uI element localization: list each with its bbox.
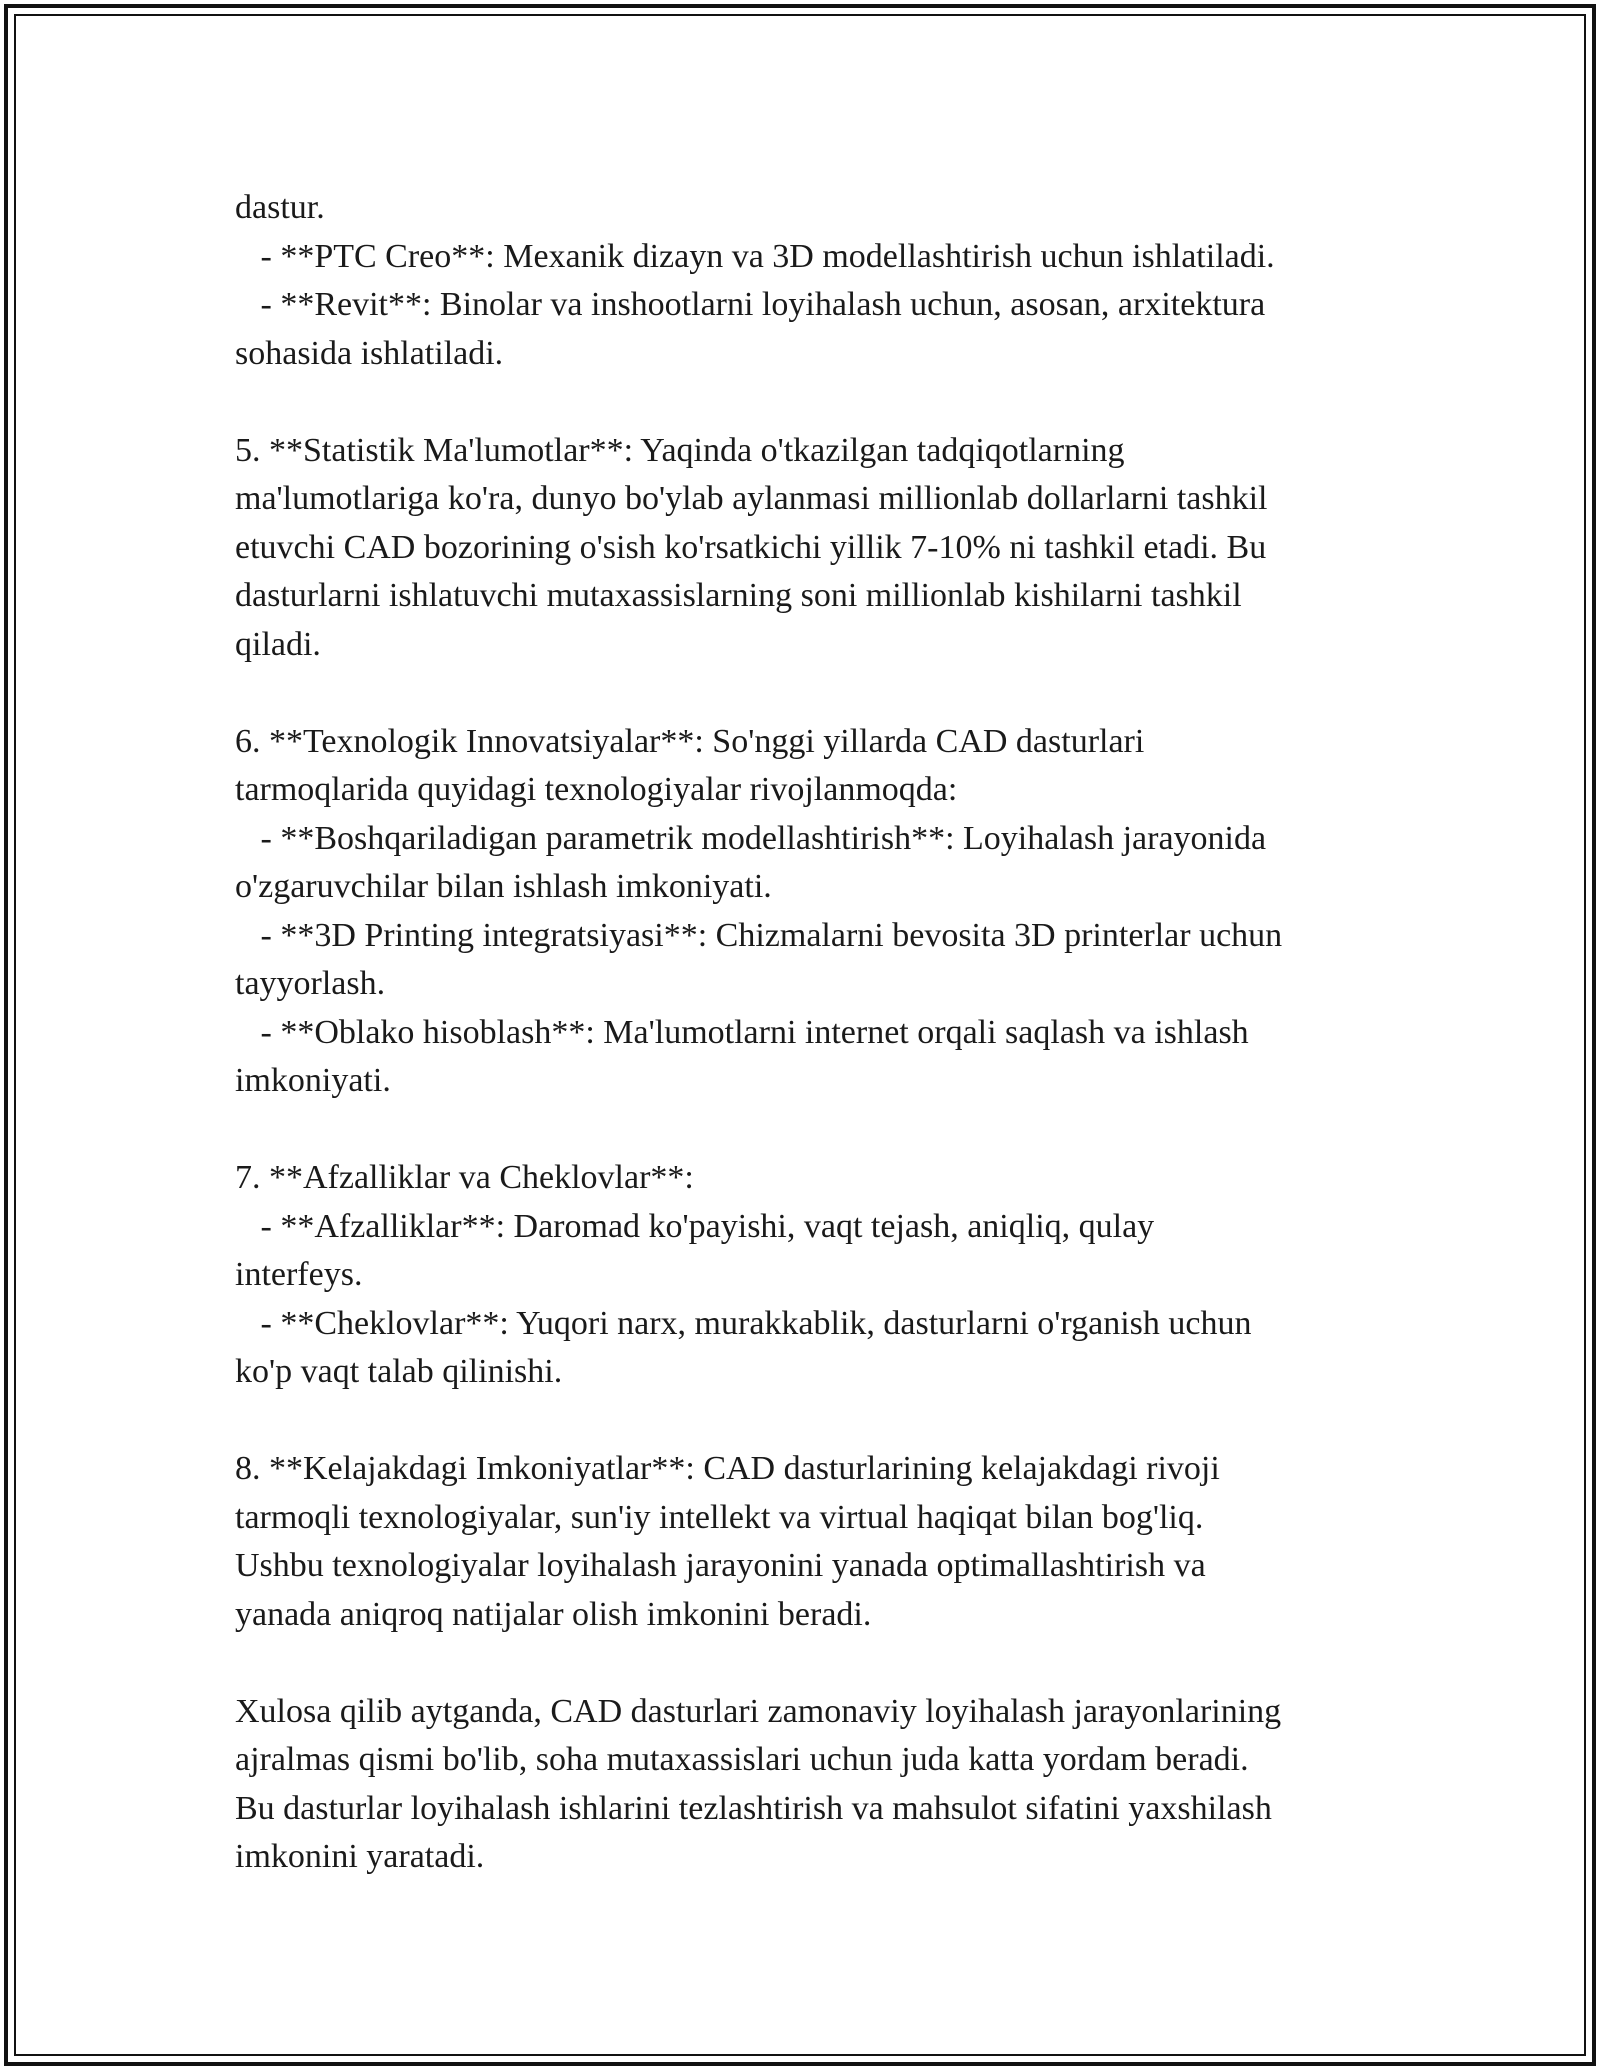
text-line: 6. **Texnologik Innovatsiyalar**: So'nggi yillarda CAD dasturlari	[235, 722, 1145, 760]
text-line: - **3D Printing integratsiyasi**: Chizmalarni bevosita 3D printerlar uchun	[235, 916, 1283, 954]
text-line: qiladi.	[235, 625, 321, 663]
text-line: sohasida ishlatiladi.	[235, 334, 504, 372]
text-line: - **Oblako hisoblash**: Ma'lumotlarni internet orqali saqlash va ishlash	[235, 1013, 1249, 1051]
text-line: ma'lumotlariga ko'ra, dunyo bo'ylab aylanmasi millionlab dollarlarni tashkil	[235, 480, 1268, 517]
text-line: Xulosa qilib aytganda, CAD dasturlari zamonaviy loyihalash jarayonlarining	[235, 1692, 1282, 1730]
text-line: tarmoqli texnologiyalar, sun'iy intellekt va virtual haqiqat bilan bog'liq.	[235, 1498, 1204, 1536]
text-line: Ushbu texnologiyalar loyihalash jarayonini yanada optimallashtirish va	[235, 1547, 1206, 1584]
document-body	[235, 184, 1385, 1882]
text-line: dasturlarni ishlatuvchi mutaxassislarning soni millionlab kishilarni tashkil	[235, 577, 1242, 614]
text-line: - **Boshqariladigan parametrik modellashtirish**: Loyihalash jarayonida	[235, 819, 1267, 857]
paragraph-gap	[235, 378, 1385, 427]
text-line: o'zgaruvchilar bilan ishlash imkoniyati.	[235, 868, 772, 905]
paragraph-gap	[235, 1639, 1385, 1688]
text-line: - **Afzalliklar**: Daromad ko'payishi, vaqt tejash, aniqliq, qulay	[235, 1207, 1155, 1245]
text-line: tayyorlash.	[235, 965, 386, 1002]
text-line: - **Revit**: Binolar va inshootlarni loyihalash uchun, asosan, arxitektura	[235, 286, 1266, 323]
text-line: 5. **Statistik Ma'lumotlar**: Yaqinda o'tkazilgan tadqiqotlarning	[235, 431, 1125, 469]
text-line: 7. **Afzalliklar va Cheklovlar**:	[235, 1159, 694, 1196]
paragraph-gap	[235, 1106, 1385, 1155]
text-line: - **PTC Creo**: Mexanik dizayn va 3D modellashtirish uchun ishlatiladi.	[235, 237, 1275, 275]
paragraph-gap	[235, 1397, 1385, 1446]
text-line: 8. **Kelajakdagi Imkoniyatlar**: CAD dasturlarining kelajakdagi rivoji	[235, 1450, 1220, 1487]
text-line: ko'p vaqt talab qilinishi.	[235, 1353, 563, 1390]
text-line: yanada aniqroq natijalar olish imkonini beradi.	[235, 1595, 872, 1633]
text-line: imkonini yaratadi.	[235, 1838, 485, 1875]
text-line: dastur.	[235, 189, 325, 226]
text-line: Bu dasturlar loyihalash ishlarini tezlashtirish va mahsulot sifatini yaxshilash	[235, 1789, 1272, 1827]
paragraph-gap	[235, 669, 1385, 718]
text-line: interfeys.	[235, 1256, 363, 1293]
text-line: - **Cheklovlar**: Yuqori narx, murakkablik, dasturlarni o'rganish uchun	[235, 1304, 1252, 1342]
text-line: imkoniyati.	[235, 1062, 391, 1099]
text-line: ajralmas qismi bo'lib, soha mutaxassislari uchun juda katta yordam beradi.	[235, 1741, 1249, 1778]
text-line: tarmoqlarida quyidagi texnologiyalar rivojlanmoqda:	[235, 771, 958, 808]
text-line: etuvchi CAD bozorining o'sish ko'rsatkichi yillik 7-10% ni tashkil etadi. Bu	[235, 528, 1267, 566]
